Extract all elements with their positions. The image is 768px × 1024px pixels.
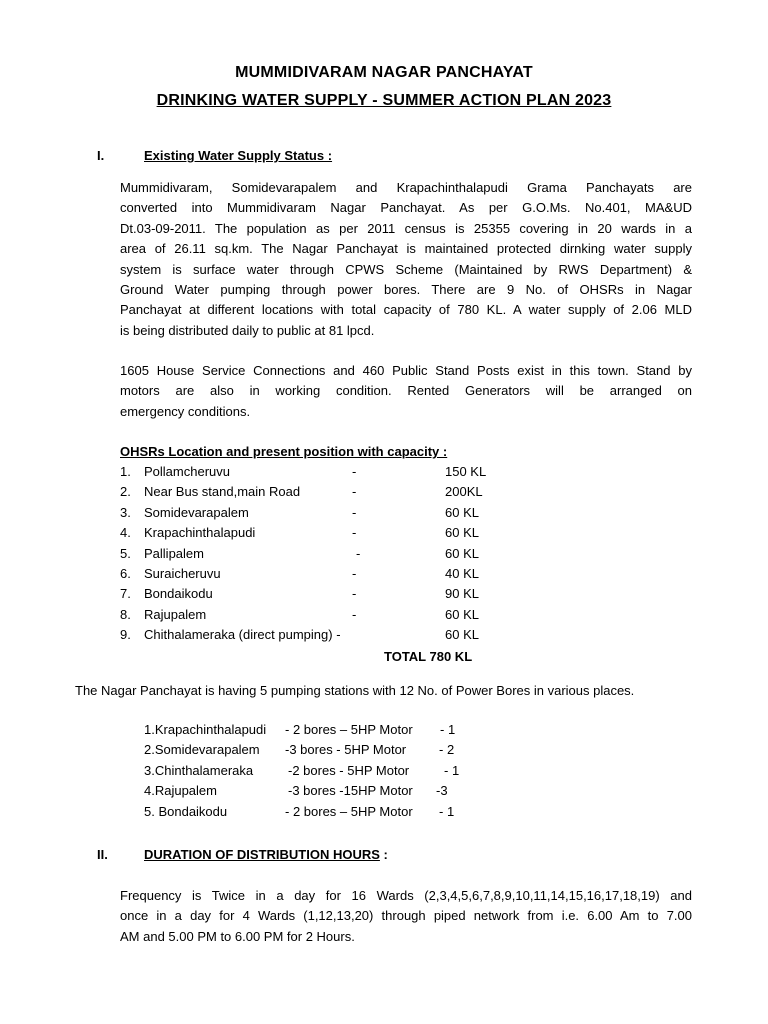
paragraph-line: once in a day for 4 Wards (1,12,13,20) through piped network from i.e. 6.00 Am to 7.00	[120, 908, 692, 924]
ohsr-location: Somidevarapalem	[144, 504, 249, 520]
paragraph-line: is being distributed daily to public at 81 lpcd.	[120, 322, 375, 338]
ohsr-row	[120, 586, 520, 606]
bore-place: 5. Bondaikodu	[144, 803, 228, 819]
ohsr-dash: -	[352, 525, 357, 541]
section-1-title: Existing Water Supply Status :	[144, 148, 333, 163]
ohsr-row	[120, 627, 520, 647]
paragraph-line: Dt.03-09-2011. The population as per 2011 census is 25355 covering in 20 wards in a	[120, 220, 692, 236]
document-subtitle: DRINKING WATER SUPPLY - SUMMER ACTION PLAN 2023	[156, 92, 612, 109]
paragraph-line: area of 26.11 sq.km. The Nagar Panchayat is maintained protected dirnking water supply	[120, 241, 692, 257]
paragraph-line: Panchayat at different locations with total capacity of 780 KL. A water supply of 2.06 MLD	[120, 302, 692, 318]
bore-place: 2.Somidevarapalem	[144, 742, 260, 758]
bore-place: 4.Rajupalem	[144, 783, 217, 799]
ohsr-location: Pollamcheruvu	[144, 464, 230, 479]
ohsr-location: Pallipalem	[144, 545, 204, 561]
ohsr-row	[120, 546, 520, 566]
ohsr-number: 6.	[120, 566, 131, 581]
paragraph-line: AM and 5.00 PM to 6.00 PM for 2 Hours.	[120, 928, 355, 944]
ohsr-capacity: 90 KL	[445, 586, 479, 602]
ohsr-capacity: 200KL	[445, 484, 483, 500]
section-1-number: I.	[97, 148, 105, 163]
bore-details: -2 bores - 5HP Motor	[288, 762, 410, 778]
document-title: MUMMIDIVARAM NAGAR PANCHAYAT	[235, 64, 533, 81]
ohsr-capacity: 60 KL	[445, 525, 479, 541]
paragraph-line: system is surface water through CPWS Scheme (Maintained by RWS Department) &	[120, 261, 692, 277]
ohsr-number: 7.	[120, 586, 131, 602]
connections-paragraph	[120, 361, 692, 422]
bore-count: - 1	[444, 762, 460, 778]
paragraph-line: converted into Mummidivaram Nagar Panchayat. As per G.O.Ms. No.401, MA&UD	[120, 200, 692, 216]
ohsr-number: 2.	[120, 484, 131, 500]
bore-details: -3 bores -15HP Motor	[288, 783, 413, 799]
bore-details: -3 bores - 5HP Motor	[285, 742, 407, 758]
ohsr-row	[120, 464, 520, 484]
ohsr-number: 8.	[120, 606, 131, 622]
ohsr-dash: -	[352, 484, 357, 500]
ohsr-capacity: 150 KL	[445, 464, 487, 479]
ohsr-location: Near Bus stand,main Road	[144, 484, 301, 500]
ohsr-number: 5.	[120, 545, 131, 561]
status-paragraph	[120, 178, 692, 341]
ohsr-dash: -	[352, 464, 357, 479]
paragraph-line: 1605 House Service Connections and 460 Public Stand Posts exist in this town. Stand by	[120, 363, 692, 378]
ohsr-location: Krapachinthalapudi	[144, 525, 256, 541]
paragraph-line: Mummidivaram, Somidevarapalem and Krapachinthalapudi Grama Panchayats are	[120, 180, 692, 195]
ohsr-dash: -	[356, 545, 361, 561]
paragraph-line: Frequency is Twice in a day for 16 Wards (2,3,4,5,6,7,8,9,10,11,14,15,16,17,18,19) and	[120, 888, 692, 903]
ohsr-capacity: 40 KL	[445, 566, 479, 581]
bore-count: - 1	[439, 803, 455, 819]
ohsr-dash: -	[352, 566, 357, 581]
ohsr-dash: -	[352, 504, 357, 520]
distribution-paragraph	[120, 886, 692, 947]
ohsr-row	[120, 484, 520, 504]
ohsr-location: Bondaikodu	[144, 586, 213, 602]
ohsr-capacity: 60 KL	[445, 545, 479, 561]
ohsr-row	[120, 505, 520, 525]
ohsr-capacity: 60 KL	[445, 627, 479, 643]
section-2-number: II.	[97, 847, 108, 862]
bore-details: - 2 bores – 5HP Motor	[285, 803, 413, 819]
section-2-title: DURATION OF DISTRIBUTION HOURS	[144, 847, 380, 862]
ohsr-dash: -	[352, 606, 357, 622]
ohsr-row	[120, 525, 520, 545]
paragraph-line: emergency conditions.	[120, 403, 251, 419]
ohsr-row	[120, 607, 520, 627]
ohsr-number: 1.	[120, 464, 131, 479]
section-2-title-wrap	[144, 847, 388, 862]
section-2-colon: :	[379, 847, 388, 862]
pumping-stations-text: The Nagar Panchayat is having 5 pumping stations with 12 No. of Power Bores in various places.	[75, 683, 635, 698]
ohsr-location: Suraicheruvu	[144, 566, 221, 581]
paragraph-line: Ground Water pumping through power bores. There are 9 No. of OHSRs in Nagar	[120, 282, 692, 298]
ohsr-row	[120, 566, 520, 586]
ohsr-heading: OHSRs Location and present position with capacity :	[120, 444, 448, 459]
bore-count: - 2	[439, 742, 455, 758]
bore-count: - 1	[440, 722, 456, 737]
ohsr-location: Chithalameraka (direct pumping) -	[144, 627, 341, 643]
paragraph-line: motors are also in working condition. Rented Generators will be arranged on	[120, 383, 692, 399]
ohsr-capacity: 60 KL	[445, 606, 479, 622]
ohsr-number: 4.	[120, 525, 131, 541]
ohsr-location: Rajupalem	[144, 606, 207, 622]
bore-place: 3.Chinthalameraka	[144, 762, 254, 778]
ohsr-capacity: 60 KL	[445, 504, 479, 520]
ohsr-number: 3.	[120, 504, 131, 520]
bore-place: 1.Krapachinthalapudi	[144, 722, 267, 737]
ohsr-number: 9.	[120, 627, 131, 643]
bore-details: - 2 bores – 5HP Motor	[285, 722, 413, 737]
ohsr-total: TOTAL 780 KL	[384, 649, 473, 664]
bore-count: -3	[436, 783, 448, 799]
ohsr-dash: -	[352, 586, 357, 602]
